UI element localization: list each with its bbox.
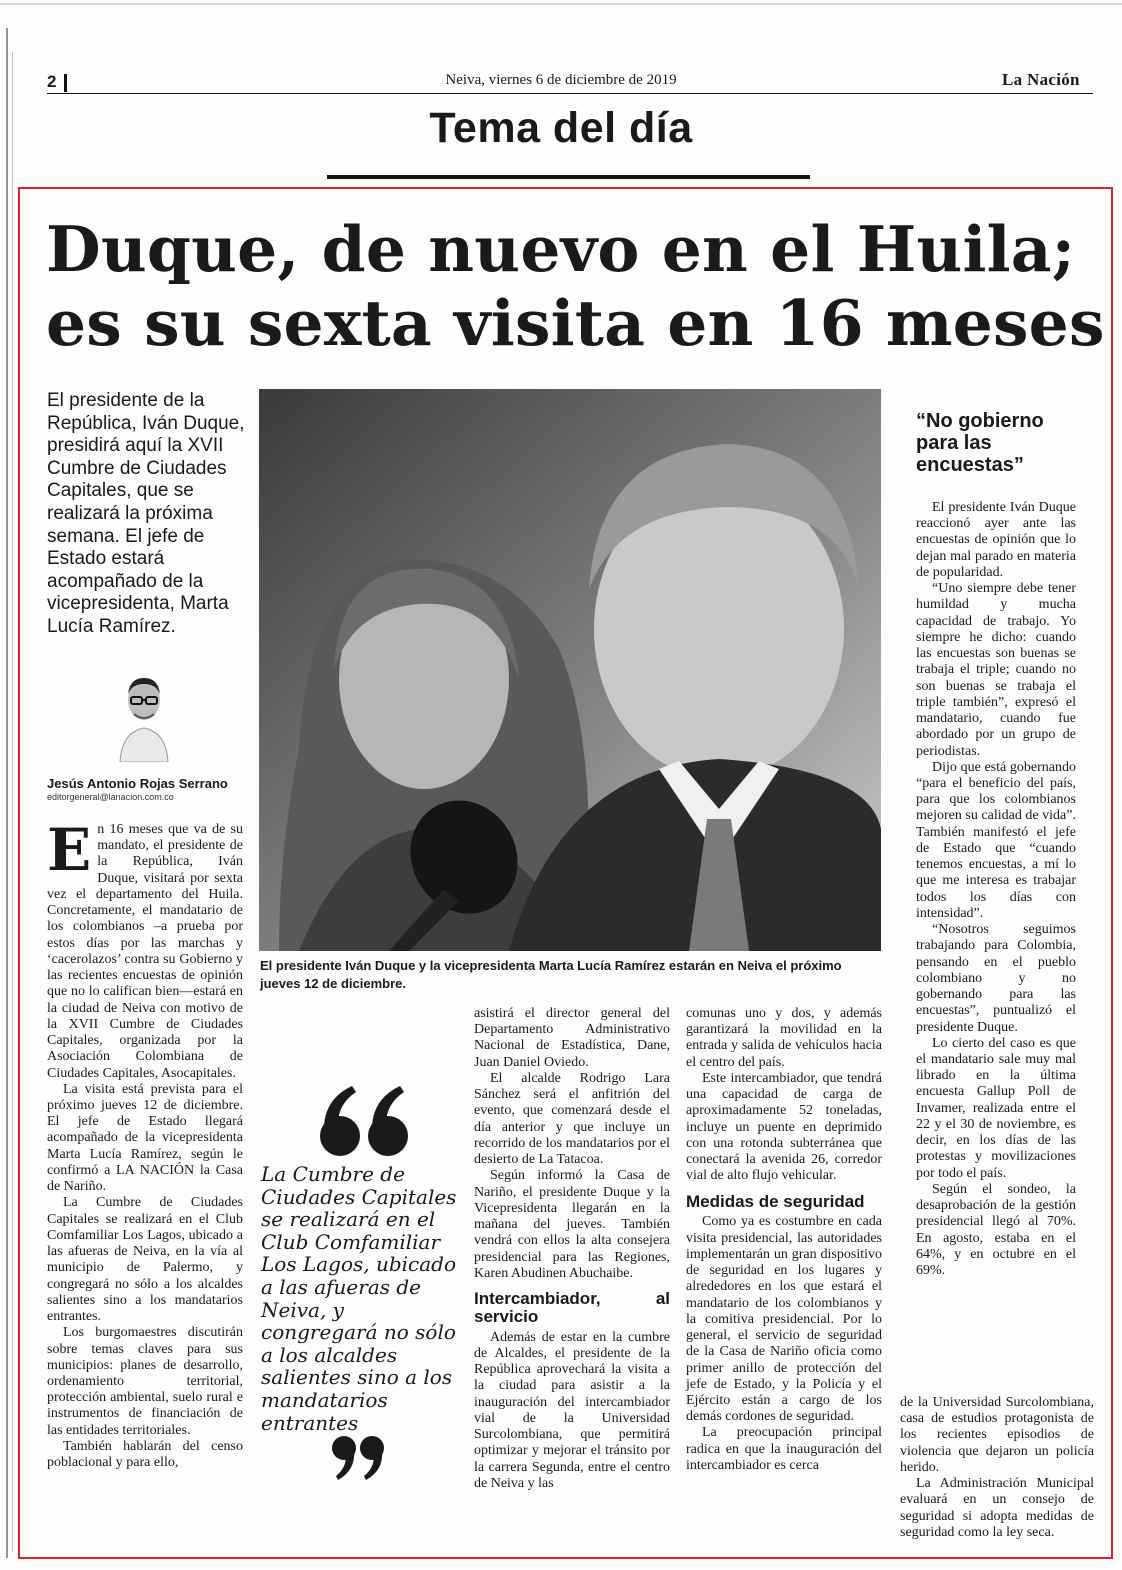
article-paragraph: Según informó la Casa de Nariño, el presidente Duque y la Vicepresidenta llegarán en la mañana del jueves. También vendrá con ellos la alta consejera presidencial para las Regiones, Karen Abudinen Abuchaibe. [474, 1168, 670, 1281]
news-photo [259, 389, 881, 951]
drop-cap: E [47, 816, 92, 884]
article-paragraph: asistirá el director general del Departamento Administrativo Nacional de Estadística, Dane, Juan Daniel Oviedo. [474, 1006, 670, 1070]
sidebar-paragraph: Lo cierto del caso es que el mandatario sale muy mal librado en la última encuesta Gallup Poll de Invamer, realizada entre el 22 y el 30 de noviembre, es decir, en los días de las protestas y movilizaciones por todo el país. [916, 1035, 1076, 1181]
section-underline [327, 175, 810, 179]
article-first-paragraph [47, 816, 243, 1082]
article-paragraph: Como ya es costumbre en cada visita presidencial, las autoridades implementarán un gran dispositivo de seguridad en los lugares y alrededores en los que estará el mandatario de los colombianos y la comitiva presidencial. Por lo general, el servicio de seguridad de la Casa de Nariño oficia como primer anillo de protección del jefe de Estado, y la Policía y el Ejército están a cargo de los demás cordones de seguridad. [686, 1214, 882, 1425]
sidebar-title: “No gobierno para las encuestas” [916, 410, 1044, 476]
headline: Duque, de nuevo en el Huila; es su sexta visita en 16 meses [46, 212, 1105, 361]
subhead-intercambiador: Intercambiador, al servicio [474, 1288, 670, 1326]
pull-quote: La Cumbre de Ciudades Capitales se realizará en el Club Comfamiliar Los Lagos, ubicado a las afueras de Neiva, y congregará no sólo a los alcaldes salientes sino a los mandatarios entrantes [261, 1162, 457, 1435]
article-paragraph: Además de estar en la cumbre de Alcaldes, el presidente de la República aprovechará la visita a la ciudad para asistir a la inauguración del intercambiador vial de la Universidad Surcolombiana, que permitirá optimizar y mejorar el tránsito por la carrera Segunda, entre el centro de Neiva y las [474, 1329, 670, 1491]
lead-paragraph: El presidente de la República, Iván Duque, presidirá aquí la XVII Cumbre de Ciudades Capitales, que se realizará la próxima semana. El jefe de Estado estará acompañado de la vicepresidenta, Marta Lucía Ramírez. [47, 390, 245, 638]
article-paragraph: Los burgomaestres discutirán sobre temas claves para sus municipios: planes de desarrollo, ordenamiento territorial, protección ambiental, suelo rural e instrumentos de financiación de las entidades territoriales. [47, 1325, 243, 1438]
article-column-3 [686, 1006, 882, 1474]
scan-edge-top [0, 3, 1122, 5]
sidebar-paragraph: “Nosotros seguimos trabajando para Colombia, pensando en el pueblo colombiano y no gobernando para las encuestas”, puntualizó el presidente Duque. [916, 922, 1076, 1035]
page-number: 2 [47, 72, 57, 91]
article-paragraph: La Cumbre de Ciudades Capitales se realizará en el Club Comfamiliar Los Lagos, ubicado a las afueras de Neiva, en la vía al municipio de Palermo, y congregará no sólo a los alcaldes salientes sino a los mandatarios entrantes. [47, 1195, 243, 1325]
article-paragraph: También hablarán del censo poblacional y para ello, [47, 1438, 243, 1471]
article-paragraph: El alcalde Rodrigo Lara Sánchez será el anfitrión del evento, que comenzará desde el día anterior y que incluye un recorrido de los mandatarios por el desierto de La Tatacoa. [474, 1070, 670, 1168]
scan-edge-left [6, 28, 8, 1558]
section-title: Tema del día [429, 104, 693, 152]
sidebar-paragraph: Dijo que está gobernando “para el beneficio del país, para que los colombianos mejoren su calidad de vida”. También manifestó el jefe de Estado que “cuando tenemos encuestas, a mí lo que me interesa es trabajar todos los días con intensidad”. [916, 759, 1076, 921]
author-avatar [116, 670, 172, 762]
article-paragraph: Este intercambiador, que tendrá una capacidad de carga de aproximadamente 52 toneladas, incluye un puente en deprimido con una rotonda subterránea que conectará la avenida 26, corredor vial de alto flujo vehicular. [686, 1070, 882, 1184]
scan-edge-left-inner [12, 52, 13, 1552]
masthead-logo: La Nación [1002, 70, 1080, 89]
open-quote-icon [316, 1080, 416, 1160]
author-name: Jesús Antonio Rojas Serrano [47, 776, 228, 791]
article-column-1 [47, 816, 243, 1471]
author-email: editorgeneral@lanacion.com.co [47, 792, 174, 802]
article-paragraph: La preocupación principal radica en que la inauguración del intercambiador es cerca [686, 1425, 882, 1473]
article-paragraph: de la Universidad Surcolombiana, casa de estudios protagonista de los recientes episodios de violencia que dejaron un policía herido. [900, 1395, 1094, 1475]
sidebar-paragraph: El presidente Iván Duque reaccionó ayer ante las encuestas de opinión que lo dejan mal parado en materia de popularidad. [916, 500, 1076, 580]
article-paragraph: comunas uno y dos, y además garantizará la movilidad en la entrada y salida de vehículos hacia el centro del país. [686, 1006, 882, 1070]
first-paragraph-text: n 16 meses que va de su mandato, el presidente de la República, Iván Duque, visitará por sexta vez el departamento del Huila. Concretamente, el mandatario de los colombianos –a prueba por estos días por las marchas y ‘cacerolazos’ contra su Gobierno y las recientes encuestas de opinión que no lo califican bien—estará en la ciudad de Neiva con motivo de la XVII Cumbre de Ciudades Capitales, organizada por la Asociación Colombiana de Ciudades Capitales, Asocapitales. [47, 822, 243, 1081]
sidebar-paragraph: “Uno siempre debe tener humildad y mucha capacidad de trabajo. Yo siempre he dicho: cuando las encuestas son buenas se trabaja el triple; cuando no son buenas se trabaja el triple también”, expresó el mandatario, cuando fue abordado por un grupo de periodistas. [916, 581, 1076, 759]
header-rule [47, 93, 1093, 94]
dateline: Neiva, viernes 6 de diciembre de 2019 [445, 72, 677, 88]
sidebar-paragraph: Según el sondeo, la desaprobación de la gestión presidencial llegó al 70%. En agosto, estaba en el 64%, y en octubre en el 69%. [916, 1181, 1076, 1279]
photo-caption: El presidente Iván Duque y la vicepresidenta Marta Lucía Ramírez estarán en Neiva el próximo jueves 12 de diciembre. [260, 958, 842, 991]
sidebar-column [916, 500, 1076, 1279]
subhead-seguridad: Medidas de seguridad [686, 1191, 865, 1211]
article-paragraph: La visita está prevista para el próximo jueves 12 de diciembre. El jefe de Estado llegará acompañado de la vicepresidenta Marta Lucía Ramírez, según le confirmó a LA NACIÓN la Casa de Nariño. [47, 1081, 243, 1195]
article-paragraph: La Administración Municipal evaluará en un consejo de seguridad si adopta medidas de seguridad como la ley seca. [900, 1476, 1094, 1540]
close-quote-icon [330, 1434, 390, 1482]
article-column-4 [900, 1395, 1094, 1541]
article-column-2 [474, 1006, 670, 1492]
